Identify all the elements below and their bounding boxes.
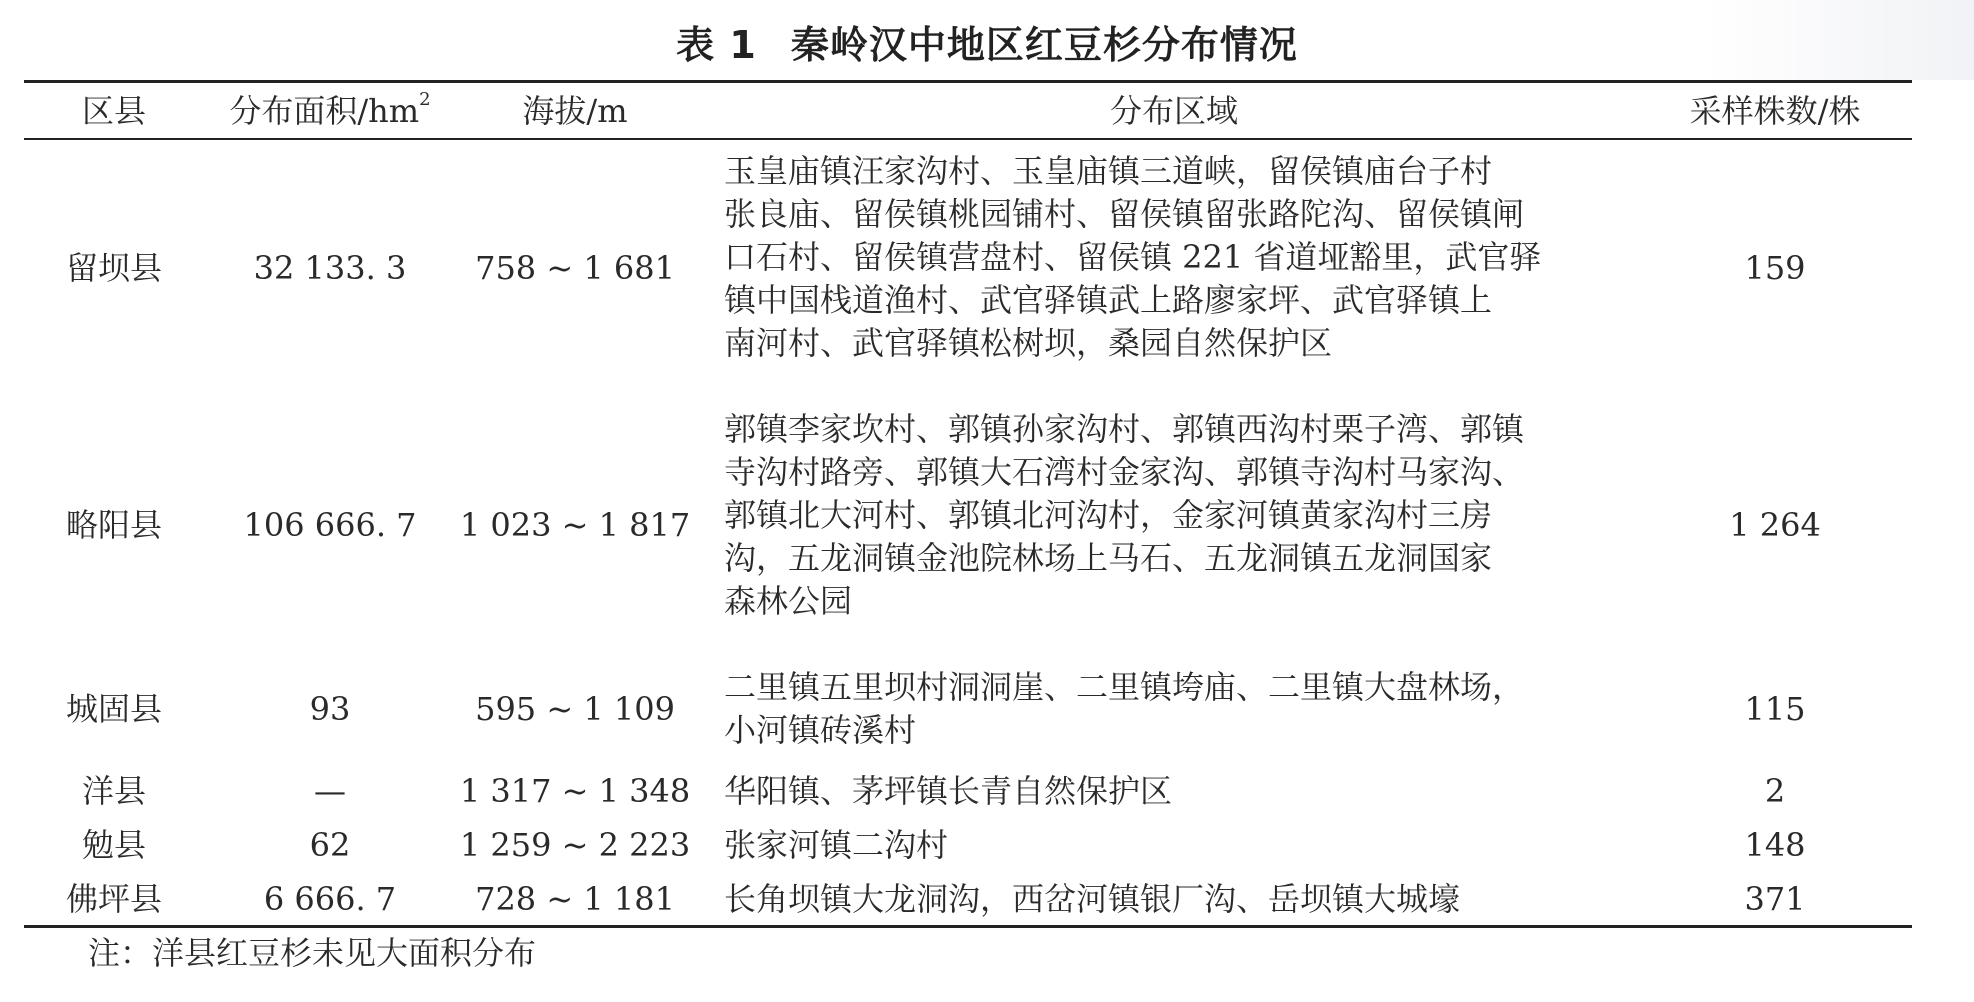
row-5-region — [724, 878, 1624, 921]
row-2-altitude: 595 ~ 1 109 — [475, 690, 675, 728]
row-1-altitude: 1 023 ~ 1 817 — [459, 506, 691, 544]
region-line: 镇中国栈道渔村、武官驿镇武上路廖家坪、武官驿镇上 — [724, 281, 1493, 319]
row-2-county: 城固县 — [65, 690, 162, 728]
region-line: 二里镇五里坝村洞洞崖、二里镇垮庙、二里镇大盘林场， — [724, 668, 1525, 706]
row-2-area: 93 — [309, 690, 351, 728]
row-2-region — [724, 666, 1624, 752]
table-header-rule — [24, 138, 1912, 140]
region-line: 小河镇砖溪村 — [724, 711, 917, 749]
row-3-count: 2 — [1764, 772, 1786, 810]
row-1-county: 略阳县 — [65, 506, 162, 544]
header-county: 区县 — [81, 92, 146, 130]
row-3-area: — — [314, 772, 346, 810]
row-0-count: 159 — [1744, 249, 1806, 287]
row-3-altitude: 1 317 ~ 1 348 — [459, 772, 691, 810]
row-4-county: 勉县 — [81, 826, 146, 864]
table-title — [0, 14, 1974, 69]
row-5-area: 6 666. 7 — [263, 880, 397, 918]
row-3-region — [724, 770, 1624, 813]
table-title-text: 秦岭汉中地区红豆杉分布情况 — [790, 23, 1298, 67]
row-5-count: 371 — [1744, 880, 1806, 918]
row-1-region — [724, 408, 1624, 623]
table-bottom-rule — [24, 925, 1912, 928]
region-line: 森林公园 — [724, 582, 853, 620]
region-line: 玉皇庙镇汪家沟村、玉皇庙镇三道峡，留侯镇庙台子村 — [724, 152, 1493, 190]
table-footnote: 注：洋县红豆杉未见大面积分布 — [88, 934, 537, 972]
row-2-count: 115 — [1744, 690, 1806, 728]
region-line: 沟，五龙洞镇金池院林场上马石、五龙洞镇五龙洞国家 — [724, 539, 1493, 577]
region-line: 长角坝镇大龙洞沟，西岔河镇银厂沟、岳坝镇大城壕 — [724, 880, 1461, 918]
region-line: 张家河镇二沟村 — [724, 826, 949, 864]
header-altitude: 海拔/m — [522, 92, 628, 130]
region-line: 口石村、留侯镇营盘村、留侯镇 221 省道垭豁里，武官驿 — [724, 238, 1542, 276]
row-5-county: 佛坪县 — [65, 880, 162, 918]
row-3-county: 洋县 — [81, 772, 146, 810]
header-area-label: 分布面积/hm — [229, 92, 420, 130]
row-0-county: 留坝县 — [65, 249, 162, 287]
header-region: 分布区域 — [1109, 92, 1238, 130]
region-line: 华阳镇、茅坪镇长青自然保护区 — [724, 772, 1173, 810]
row-4-altitude: 1 259 ~ 2 223 — [459, 826, 691, 864]
row-0-altitude: 758 ~ 1 681 — [475, 249, 675, 287]
table-number: 表 1 — [676, 23, 757, 67]
row-5-altitude: 728 ~ 1 181 — [475, 880, 675, 918]
region-line: 南河村、武官驿镇松树坝，桑园自然保护区 — [724, 324, 1333, 362]
row-0-area: 32 133. 3 — [253, 249, 407, 287]
region-line: 张良庙、留侯镇桃园铺村、留侯镇留张路陀沟、留侯镇闸 — [724, 195, 1525, 233]
region-line: 郭镇北大河村、郭镇北河沟村，金家河镇黄家沟村三房 — [724, 496, 1493, 534]
row-1-count: 1 264 — [1729, 506, 1821, 544]
row-0-region — [724, 150, 1624, 365]
region-line: 寺沟村路旁、郭镇大石湾村金家沟、郭镇寺沟村马家沟、 — [724, 453, 1525, 491]
header-area — [190, 90, 470, 133]
row-1-area: 106 666. 7 — [243, 506, 417, 544]
row-4-region — [724, 824, 1624, 867]
region-line: 郭镇李家坎村、郭镇孙家沟村、郭镇西沟村栗子湾、郭镇 — [724, 410, 1525, 448]
header-area-superscript: 2 — [419, 89, 431, 110]
table-top-rule — [24, 80, 1912, 83]
header-count: 采样株数/株 — [1689, 92, 1861, 130]
row-4-count: 148 — [1744, 826, 1806, 864]
row-4-area: 62 — [309, 826, 351, 864]
